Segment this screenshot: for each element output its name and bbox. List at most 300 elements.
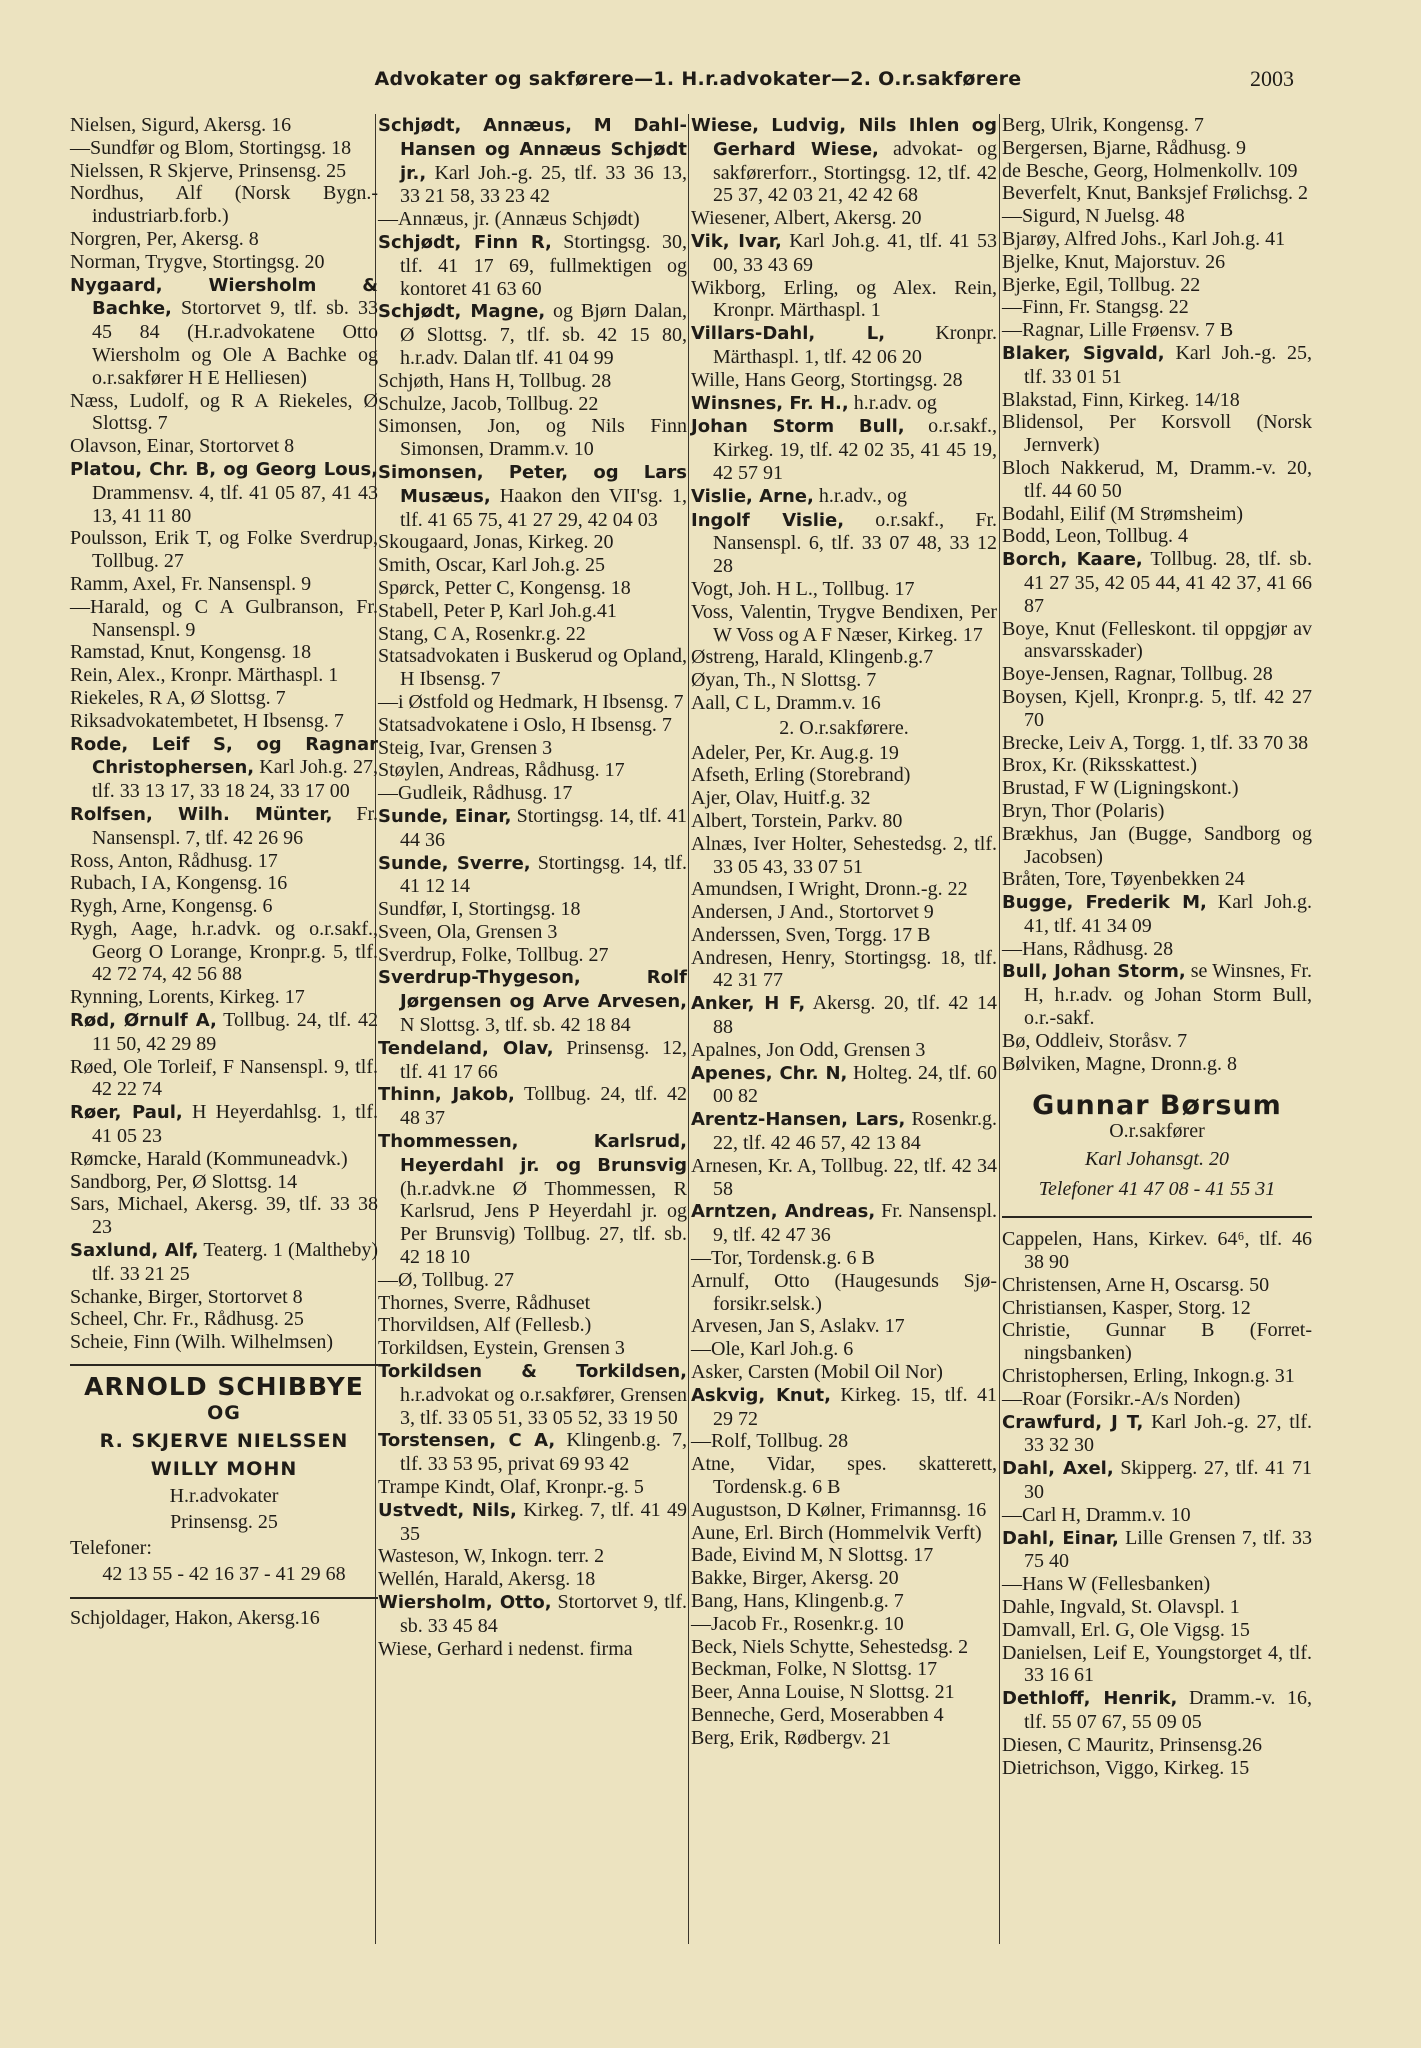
entry-text: —Ole, Karl Joh.g. 6	[691, 1338, 854, 1361]
entry-text: Skipperg. 27, tlf. 41 71 30	[1024, 1457, 1312, 1504]
advert-og: OG	[207, 1401, 241, 1424]
entry-text: Andresen, Henry, Stortingsg. 18, tlf. 42 31 77	[691, 946, 997, 992]
entry-text: Rein, Alex., Kronpr. Märthaspl. 1	[70, 664, 339, 687]
directory-entry	[378, 714, 687, 737]
entry-text: Karl Joh.-g. 27, tlf. 33 32 30	[1024, 1410, 1312, 1457]
entry-text: H Heyerdahlsg. 1, tlf. 41 05 23	[92, 1101, 378, 1148]
last-entry: Schjoldager, Hakon, Akersg.16	[70, 1597, 378, 1630]
entry-text: Østreng, Harald, Klingenb.g.7	[691, 646, 934, 669]
entry-text: Wikborg, Erling, og Alex. Rein, Kronpr. Märthaspl. 1	[691, 276, 997, 322]
directory-entry	[378, 1429, 687, 1476]
directory-entry	[691, 1681, 997, 1704]
directory-entry	[691, 878, 997, 901]
directory-entry	[70, 733, 378, 803]
entry-text: Alnæs, Iver Holter, Sehestedsg. 2, tlf. 33 05 43, 33 07 51	[691, 832, 997, 878]
directory-entry	[70, 1101, 378, 1148]
entry-name-bold: Anker, H F,	[691, 993, 806, 1015]
directory-entry	[1002, 1619, 1312, 1642]
directory-entry	[70, 687, 378, 710]
entry-text: Fr. Nansenspl. 9, tlf. 42 47 36	[713, 1200, 998, 1247]
entry-text: Rynning, Lorents, Kirkeg. 17	[70, 986, 305, 1009]
entry-text: Anderssen, Sven, Torgg. 17 B	[691, 923, 931, 946]
directory-entry	[691, 669, 997, 692]
directory-entry	[70, 1171, 378, 1194]
directory-entry	[378, 737, 687, 760]
directory-entry	[1002, 618, 1312, 664]
entry-text: se Winsnes, Fr. H, h.r.adv. og Johan Storm Bull, o.r.-sakf.	[1024, 960, 1312, 1030]
directory-entry	[1002, 1030, 1312, 1053]
entry-text: Christensen, Arne H, Oscarsg. 50	[1002, 1273, 1270, 1296]
entry-name-bold: Schjødt, Magne,	[378, 301, 546, 323]
entry-text: Bakke, Birger, Akersg. 20	[691, 1567, 899, 1590]
entry-text: Ramstad, Knut, Kongensg. 18	[70, 641, 312, 664]
entry-text: —Harald, og C A Gulbranson, Fr. Nansenspl. 9	[70, 595, 378, 641]
directory-entry	[691, 114, 997, 207]
entry-name-bold: Dahl, Einar,	[1002, 1527, 1119, 1549]
entry-name-bold: Rød, Ørnulf A,	[70, 1010, 217, 1032]
entry-list	[1002, 114, 1312, 1075]
directory-entry	[1002, 732, 1312, 755]
directory-entry	[70, 251, 378, 274]
directory-entry	[378, 1568, 687, 1591]
entry-text: —i Østfold og Hedmark, H Ibsensg. 7	[378, 690, 684, 713]
entry-text: Ramm, Axel, Fr. Nansenspl. 9	[70, 572, 312, 595]
entry-name-bold: Platou, Chr. B, og Georg Lous,	[70, 458, 378, 480]
entry-text: Wiese, Gerhard i nedenst. firma	[378, 1637, 633, 1660]
directory-entry	[691, 509, 997, 578]
entry-name-bold: Røer, Paul,	[70, 1102, 183, 1124]
directory-entry	[691, 1613, 997, 1636]
entry-text: Bråten, Tore, Tøyenbekken 24	[1002, 868, 1245, 891]
directory-entry	[1002, 754, 1312, 777]
entry-text: Rygh, Arne, Kongensg. 6	[70, 895, 273, 918]
entry-name-bold: Arntzen, Andreas,	[691, 1201, 876, 1223]
entry-name-bold: Tendeland, Olav,	[378, 1037, 554, 1059]
directory-entry	[691, 1453, 997, 1499]
directory-entry	[1002, 251, 1312, 274]
directory-entry	[691, 764, 997, 787]
entry-name-bold: Nygaard, Wiersholm & Bachke,	[70, 274, 378, 320]
directory-entry	[378, 1545, 687, 1568]
directory-entry	[378, 1037, 687, 1084]
entry-text: Karl Joh.-g. 25, tlf. 33 01 51	[1024, 341, 1313, 388]
entry-text: Bodahl, Eilif (M Strømsheim)	[1002, 502, 1244, 525]
directory-entry	[378, 1292, 687, 1315]
directory-entry	[691, 369, 997, 392]
entry-name-bold: Bugge, Frederik M,	[1002, 892, 1207, 914]
entry-name-bold: Arentz-Hansen, Lars,	[691, 1109, 906, 1131]
entry-text: Statsadvokatene i Oslo, H Ibsensg. 7	[378, 713, 672, 736]
directory-entry	[1002, 1274, 1312, 1297]
directory-entry	[691, 1361, 997, 1384]
entry-text: Torkildsen, Eystein, Grensen 3	[378, 1337, 625, 1360]
directory-entry	[1002, 457, 1312, 503]
entry-text: Dramm.-v. 16, tlf. 55 07 67, 55 09 05	[1024, 1687, 1312, 1733]
directory-entry	[1002, 868, 1312, 891]
advert-phones: Telefoner 41 47 08 - 41 55 31	[1038, 1178, 1276, 1201]
column-1	[70, 114, 378, 1630]
directory-entry	[378, 461, 687, 531]
directory-entry	[70, 1148, 378, 1171]
advert-borsum	[1002, 1085, 1312, 1218]
entry-name-bold: Simonsen, Peter, og Lars Musæus,	[378, 461, 687, 507]
directory-entry	[1002, 1411, 1312, 1458]
entry-text: Blakstad, Finn, Kirkeg. 14/18	[1002, 388, 1240, 411]
directory-entry	[70, 895, 378, 918]
entry-text: Tollbug. 24, tlf. 42 11 50, 42 29 89	[92, 1009, 378, 1055]
entry-text: Karl Joh.g. 41, tlf. 41 53 00, 33 43 69	[713, 229, 998, 276]
directory-entry	[1002, 342, 1312, 389]
entry-text: —Hans W (Fellesbanken)	[1002, 1573, 1211, 1596]
entry-text: Kirkeg. 15, tlf. 41 29 72	[713, 1383, 998, 1430]
directory-entry	[378, 1591, 687, 1638]
directory-entry	[378, 1314, 687, 1337]
entry-name-bold: Ingolf Vislie,	[691, 509, 845, 531]
directory-entry	[70, 573, 378, 596]
directory-entry	[378, 1337, 687, 1360]
entry-text: og Bjørn Dalan, Ø Slottsg. 7, tlf. sb. 42 15 80, h.r.adv. Dalan tlf. 41 04 99	[400, 300, 688, 369]
entry-text: Nordhus, Alf (Norsk Bygn.-industriarb.forb.)	[70, 182, 378, 228]
entry-text: Stang, C A, Rosenkr.g. 22	[378, 622, 586, 645]
entry-text: Afseth, Erling (Storebrand)	[691, 764, 911, 787]
entry-text: Trampe Kindt, Olaf, Kronpr.-g. 5	[378, 1476, 644, 1499]
entry-text: Christophersen, Erling, Inkogn.g. 31	[1002, 1365, 1295, 1388]
directory-entry	[378, 600, 687, 623]
directory-entry	[378, 1269, 687, 1292]
section-heading: 2. O.r.sakførere.	[779, 716, 909, 739]
advert-tel-label: Telefoner:	[70, 1536, 152, 1559]
entry-list	[70, 114, 378, 1354]
directory-entry	[691, 1247, 997, 1270]
directory-entry	[70, 527, 378, 573]
column-4	[1002, 114, 1312, 1779]
entry-text: Wasteson, W, Inkogn. terr. 2	[378, 1545, 605, 1568]
directory-entry	[70, 274, 378, 390]
entry-name-bold: Torstensen, C A,	[378, 1430, 556, 1452]
entry-text: Bjarøy, Alfred Johs., Karl Joh.g. 41	[1002, 227, 1286, 250]
entry-name-bold: Winsnes, Fr. H.,	[691, 392, 849, 414]
directory-entry	[378, 966, 687, 1036]
directory-entry	[691, 392, 997, 416]
entry-name-bold: Vislie, Arne,	[691, 485, 814, 507]
entry-text: Tollbug. 24, tlf. 42 48 37	[400, 1083, 687, 1130]
entry-text: Bjelke, Knut, Majorstuv. 26	[1002, 250, 1226, 273]
entry-text: Berg, Erik, Rødbergv. 21	[691, 1726, 892, 1749]
advert-name: Gunnar Børsum	[1032, 1090, 1282, 1122]
entry-text: Boye, Knut (Felleskont. til oppgjør av ansvarsskader)	[1002, 617, 1312, 663]
entry-text: Kronpr. Märthaspl. 1, tlf. 42 06 20	[713, 322, 997, 368]
entry-name-bold: Bull, Johan Storm,	[1002, 961, 1186, 983]
entry-text: de Besche, Georg, Holmenkollv. 109	[1002, 159, 1298, 182]
entry-text: h.r.adv., og	[813, 484, 907, 507]
entry-text: Bade, Eivind M, N Slottsg. 17	[691, 1544, 934, 1567]
entry-text: Næss, Ludolf, og R A Riekeles, Ø Slottsg. 7	[70, 389, 378, 435]
directory-entry	[70, 664, 378, 687]
entry-text: Beckman, Folke, N Slottsg. 17	[691, 1658, 938, 1681]
directory-entry	[1002, 1596, 1312, 1619]
entry-name-bold: Dethloff, Henrik,	[1002, 1688, 1178, 1710]
directory-entry	[691, 1108, 997, 1155]
entry-text: Arnesen, Kr. A, Tollbug. 22, tlf. 42 34 58	[691, 1154, 997, 1200]
advert-address: Karl Johansgt. 20	[1085, 1148, 1229, 1171]
entry-text: Aune, Erl. Birch (Hommelvik Verft)	[691, 1521, 982, 1544]
entry-name-bold: Borch, Kaare,	[1002, 549, 1143, 571]
directory-entry	[1002, 1365, 1312, 1388]
directory-entry	[691, 947, 997, 993]
entry-text: Brustad, F W (Ligningskont.)	[1002, 777, 1239, 800]
entry-name-bold: Thommessen, Karlsrud, Heyerdahl jr. og Brunsvig	[378, 1131, 687, 1176]
directory-entry	[378, 691, 687, 714]
advert-line: R. SKJERVE NIELSSEN	[99, 1429, 349, 1452]
directory-entry	[378, 300, 687, 369]
directory-entry	[691, 578, 997, 601]
entry-text: —Finn, Fr. Stangsg. 22	[1002, 296, 1189, 319]
directory-entry	[1002, 1457, 1312, 1504]
entry-text: —Sigurd, N Juelsg. 48	[1002, 205, 1185, 228]
entry-text: Kirkeg. 7, tlf. 41 49 35	[400, 1498, 687, 1545]
entry-name-bold: Blaker, Sigvald,	[1002, 342, 1165, 364]
entry-text: Norman, Trygve, Stortingsg. 20	[70, 250, 325, 273]
entry-name-bold: Saxlund, Alf,	[70, 1240, 199, 1262]
entry-text: —Ragnar, Lille Frøensv. 7 B	[1002, 319, 1234, 342]
directory-entry	[691, 1338, 997, 1361]
entry-text: h.r.advokat og o.r.sakfører, Grensen 3, tlf. 33 05 51, 33 05 52, 33 19 50	[400, 1383, 687, 1429]
directory-entry	[70, 228, 378, 251]
directory-entry	[691, 1727, 997, 1750]
entry-name-bold: Rolfsen, Wilh. Münter,	[70, 803, 333, 825]
entry-text: Teaterg. 1 (Maltheby) tlf. 33 21 25	[92, 1239, 379, 1285]
directory-entry	[1002, 800, 1312, 823]
directory-entry	[691, 1704, 997, 1727]
entry-text: Stortingsg. 30, tlf. 41 17 69, fullmektigen og kontoret 41 63 60	[400, 230, 687, 300]
entry-text: —Annæus, jr. (Annæus Schjødt)	[378, 208, 640, 231]
directory-entry	[1002, 160, 1312, 183]
entry-name-bold: Villars-Dahl, L,	[691, 323, 886, 345]
directory-entry	[1002, 960, 1312, 1029]
entry-text: Christiansen, Kasper, Storg. 12	[1002, 1296, 1251, 1319]
directory-entry	[1002, 319, 1312, 342]
entry-text: Poulsson, Erik T, og Folke Sverdrup, Tollbug. 27	[70, 527, 378, 573]
entry-text: Ross, Anton, Rådhusg. 17	[70, 849, 278, 872]
directory-entry	[378, 393, 687, 416]
directory-entry	[1002, 274, 1312, 297]
directory-entry	[691, 1544, 997, 1567]
entry-name-bold: Rode, Leif S, og Ragnar Christophersen,	[70, 733, 378, 779]
entry-text: —Roar (Forsikr.-A/s Norden)	[1002, 1387, 1241, 1410]
entry-text: Boysen, Kjell, Kronpr.g. 5, tlf. 42 27 70	[1002, 685, 1312, 731]
entry-text: —Ø, Tollbug. 27	[378, 1268, 515, 1291]
entry-text: Wiesener, Albert, Akersg. 20	[691, 207, 922, 230]
entry-name-bold: Ustvedt, Nils,	[378, 1499, 517, 1521]
directory-entry	[691, 1270, 997, 1316]
directory-entry	[1002, 891, 1312, 938]
directory-entry	[691, 230, 997, 277]
directory-entry	[378, 623, 687, 646]
directory-entry	[691, 322, 997, 369]
entry-text: Drammensv. 4, tlf. 41 05 87, 41 43 13, 41 11 80	[92, 481, 378, 527]
directory-entry	[70, 850, 378, 873]
entry-text: Stortorvet 9, tlf. sb. 33 45 84 (H.r.advokatene Otto Wiersholm og Ole A Bachke og o.r.sakfører H E Helliesen)	[92, 297, 378, 389]
entry-text: Klingenb.g. 7, tlf. 33 53 95, privat 69 93 42	[400, 1429, 687, 1476]
entry-text: Thorvildsen, Alf (Fellesb.)	[378, 1314, 592, 1337]
entry-text: Schanke, Birger, Stortorvet 8	[70, 1285, 303, 1308]
directory-entry	[691, 1522, 997, 1545]
entry-text: Christie, Gunnar B (Forretningsbanken)	[1002, 1319, 1312, 1365]
entry-name-bold: Wiese, Ludvig, Nils Ihlen og Gerhard Wiese,	[691, 115, 997, 160]
entry-text: Schjøth, Hans H, Tollbug. 28	[378, 369, 612, 392]
entry-name-bold: Wiersholm, Otto,	[378, 1592, 552, 1613]
directory-entry	[691, 742, 997, 765]
entry-text: Adeler, Per, Kr. Aug.g. 19	[691, 741, 899, 764]
entry-text: —Hans, Rådhusg. 28	[1002, 937, 1174, 960]
entry-text: Fr. Nansenspl. 7, tlf. 42 26 96	[92, 802, 379, 849]
directory-entry	[70, 1331, 378, 1354]
entry-text: Sars, Michael, Akersg. 39, tlf. 33 38 23	[70, 1193, 378, 1239]
entry-text: Dietrichson, Viggo, Kirkeg. 15	[1002, 1756, 1250, 1779]
entry-name-bold: Torkildsen & Torkildsen,	[378, 1361, 687, 1383]
directory-entry	[691, 601, 997, 647]
directory-entry	[378, 852, 687, 899]
advert-name: ARNOLD SCHIBBYE	[84, 1372, 364, 1402]
entry-text: Schulze, Jacob, Tollbug. 22	[378, 392, 599, 415]
directory-entry	[691, 787, 997, 810]
entry-text: o.r.sakf., Kirkeg. 19, tlf. 42 02 35, 41 45 19, 42 57 91	[713, 415, 997, 484]
directory-entry	[378, 782, 687, 805]
directory-entry	[378, 415, 687, 461]
entry-text: Damvall, Erl. G, Ole Vigsg. 15	[1002, 1618, 1250, 1641]
column-3	[691, 114, 997, 1750]
entry-text: Tollbug. 28, tlf. sb. 41 27 35, 42 05 44, 41 42 37, 41 66 87	[1024, 548, 1312, 617]
directory-entry	[378, 1083, 687, 1130]
directory-entry	[1002, 1687, 1312, 1734]
entry-text: Nielssen, R Skjerve, Prinsensg. 25	[70, 159, 347, 182]
entry-text: Støylen, Andreas, Rådhusg. 17	[378, 759, 625, 782]
directory-entry	[70, 137, 378, 160]
directory-entry	[1002, 525, 1312, 548]
entry-text: Haakon den VII'sg. 1, tlf. 41 65 75, 41 27 29, 42 04 03	[400, 484, 687, 531]
entry-text: Asker, Carsten (Mobil Oil Nor)	[691, 1361, 943, 1384]
entry-text: Aall, C L, Dramm.v. 16	[691, 691, 881, 714]
directory-entry	[70, 1009, 378, 1056]
entry-text: Rosenkr.g. 22, tlf. 42 46 57, 42 13 84	[713, 1108, 998, 1155]
entry-list	[691, 114, 997, 715]
entry-text: Stortingsg. 14, tlf. 41 44 36	[400, 804, 687, 851]
entry-text: —Tor, Tordensk.g. 6 B	[691, 1247, 875, 1270]
column-2	[378, 114, 687, 1660]
entry-text: N Slottsg. 3, tlf. sb. 42 18 84	[400, 1014, 631, 1037]
directory-entry	[378, 1476, 687, 1499]
entry-text: Stortorvet 9, tlf. sb. 33 45 84	[400, 1591, 688, 1637]
entry-text: Andersen, J And., Stortorvet 9	[691, 901, 934, 924]
entry-text: Atne, Vidar, spes. skatterett, Tordensk.g. 6 B	[691, 1453, 997, 1499]
entry-text: Bryn, Thor (Polaris)	[1002, 799, 1165, 822]
column-rule	[688, 114, 689, 1944]
advert-line: WILLY MOHN	[150, 1457, 298, 1480]
entry-text: Sveen, Ola, Grensen 3	[378, 920, 558, 943]
entry-text: Spørck, Petter C, Kongensg. 18	[378, 576, 631, 599]
directory-entry	[1002, 777, 1312, 800]
entry-list	[691, 742, 997, 1750]
entry-text: Brecke, Leiv A, Torgg. 1, tlf. 33 70 38	[1002, 731, 1309, 754]
directory-entry	[691, 277, 997, 323]
entry-text: Riksadvokatembetet, H Ibsensg. 7	[70, 709, 344, 732]
entry-name-bold: Sunde, Einar,	[378, 805, 512, 827]
entry-text: Scheie, Finn (Wilh. Wilhelmsen)	[70, 1331, 333, 1354]
entry-text: Bloch Nakkerud, M, Dramm.-v. 20, tlf. 44 60 50	[1002, 456, 1312, 502]
directory-entry	[691, 924, 997, 947]
directory-entry	[691, 833, 997, 879]
entry-text: Karl Joh.g. 41, tlf. 41 34 09	[1024, 891, 1312, 937]
directory-entry	[691, 1200, 997, 1247]
directory-entry	[378, 554, 687, 577]
entry-text: Voss, Valentin, Trygve Bendixen, Per W Voss og A F Næser, Kirkeg. 17	[691, 600, 997, 646]
entry-text: Thornes, Sverre, Rådhuset	[378, 1291, 591, 1314]
entry-text: Stortingsg. 14, tlf. 41 12 14	[400, 851, 687, 898]
entry-name-bold: Schjødt, Annæus, M Dahl-Hansen og Annæus Schjødt jr.,	[378, 115, 687, 184]
entry-text: Bølviken, Magne, Dronn.g. 8	[1002, 1052, 1237, 1075]
directory-entry	[70, 1239, 378, 1286]
directory-entry	[1002, 296, 1312, 319]
directory-entry	[70, 458, 378, 527]
entry-name-bold: Crawfurd, J T,	[1002, 1411, 1144, 1433]
entry-name-bold: Askvig, Knut,	[691, 1384, 831, 1406]
entry-text: Arvesen, Jan S, Aslakv. 17	[691, 1315, 905, 1338]
directory-entry	[1002, 938, 1312, 961]
directory-entry	[691, 1590, 997, 1613]
entry-text: Beverfelt, Knut, Banksjef Frølichsg. 2	[1002, 182, 1309, 205]
directory-entry	[1002, 1504, 1312, 1527]
entry-text: Nielsen, Sigurd, Akersg. 16	[70, 114, 292, 136]
directory-entry	[378, 531, 687, 554]
directory-entry	[378, 208, 687, 231]
directory-entry	[1002, 1297, 1312, 1320]
entry-text: Rygh, Aage, h.r.advk. og o.r.sakf., Georg O Lorange, Kronpr.g. 5, tlf. 42 72 74, 42 56 88	[70, 917, 378, 986]
entry-text: h.r.adv. og	[848, 391, 937, 414]
entry-text: Blidensol, Per Korsvoll (Norsk Jernverk)	[1002, 411, 1312, 457]
entry-text: Brækhus, Jan (Bugge, Sandborg og Jacobsen)	[1002, 822, 1312, 868]
entry-text: Wellén, Harald, Akersg. 18	[378, 1568, 596, 1591]
directory-entry	[378, 1360, 687, 1429]
directory-entry	[1002, 503, 1312, 526]
directory-entry	[378, 805, 687, 852]
entry-text: Rubach, I A, Kongensg. 16	[70, 872, 288, 895]
entry-list	[378, 114, 687, 1660]
directory-entry	[378, 921, 687, 944]
entry-text: Danielsen, Leif E, Youngstorget 4, tlf. 33 16 61	[1002, 1641, 1312, 1687]
entry-text: Beck, Niels Schytte, Sehestedsg. 2	[691, 1635, 969, 1658]
entry-name-bold: Johan Storm Bull,	[691, 416, 905, 438]
directory-entry	[378, 944, 687, 967]
directory-entry	[70, 1308, 378, 1331]
directory-entry	[691, 1499, 997, 1522]
entry-text: Albert, Torstein, Parkv. 80	[691, 809, 903, 832]
entry-text: Sandborg, Per, Ø Slottsg. 14	[70, 1170, 298, 1193]
entry-text: Karl Joh.-g. 25, tlf. 33 36 13, 33 21 58, 33 23 42	[400, 161, 687, 208]
directory-entry	[1002, 1228, 1312, 1274]
directory-entry	[691, 1155, 997, 1201]
directory-entry	[378, 370, 687, 393]
entry-text: Wille, Hans Georg, Stortingsg. 28	[691, 368, 963, 391]
column-rule	[999, 114, 1000, 1944]
directory-entry	[378, 577, 687, 600]
entry-text: Smith, Oscar, Karl Joh.g. 25	[378, 554, 605, 577]
entry-name-bold: Schjødt, Finn R,	[378, 231, 552, 253]
entry-text: Rømcke, Harald (Kommuneadvk.)	[70, 1147, 348, 1170]
directory-entry	[691, 810, 997, 833]
entry-text: Akersg. 20, tlf. 42 14 88	[713, 992, 997, 1039]
directory-entry	[1002, 548, 1312, 617]
entry-text: Diesen, C Mauritz, Prinsensg.26	[1002, 1733, 1262, 1756]
